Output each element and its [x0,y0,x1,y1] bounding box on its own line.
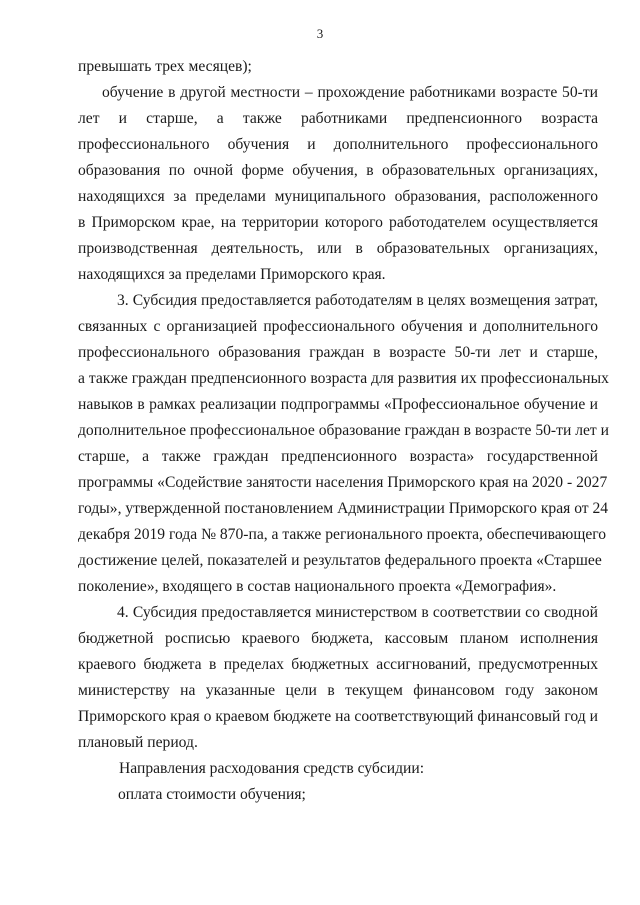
text-line: годы», утвержденной постановлением Администрации Приморского края от 24 [78,500,609,517]
text-line: краевого бюджета в пределах бюджетных ассигнований, предусмотренных [78,656,598,673]
text-line: программы «Содействие занятости населения Приморского края на 2020 - 2027 [78,474,608,491]
text-line: а также граждан предпенсионного возраста для развития их профессиональных [78,370,609,387]
text-line: Направления расходования средств субсидии: [119,760,425,777]
text-line: связанных с организацией профессионального обучения и дополнительного [78,318,598,335]
text-line: превышать трех месяцев); [78,58,252,75]
text-line: министерству на указанные цели в текущем финансовом году законом [78,682,598,699]
text-line: находящихся за пределами муниципального образования, расположенного [78,188,598,205]
text-line: находящихся за пределами Приморского края. [78,266,386,283]
text-line: профессионального обучения и дополнительного профессионального [78,136,598,153]
text-line: 3. Субсидия предоставляется работодателям в целях возмещения затрат, [117,292,598,309]
text-line: навыков в рамках реализации подпрограммы «Профессиональное обучение и [78,396,598,413]
text-line: плановый период. [78,734,198,751]
text-line: оплата стоимости обучения; [118,786,306,803]
text-line: в Приморском крае, на территории которого работодателем осуществляется [78,214,598,231]
text-line: Приморского края о краевом бюджете на соответствующий финансовый год и [78,708,598,725]
text-line: поколение», входящего в состав национального проекта «Демография». [78,578,557,595]
text-line: производственная деятельность, или в образовательных организациях, [78,240,598,257]
document-body [78,54,609,808]
text-line: дополнительное профессиональное образование граждан в возрасте 50-ти лет и [78,422,609,439]
text-line: декабря 2019 года № 870-па, а также регионального проекта, обеспечивающего [78,526,607,543]
text-line: достижение целей, показателей и результатов федерального проекта «Старшее [78,552,602,569]
text-line: обучение в другой местности – прохождение работниками возрасте 50-ти [102,84,598,101]
text-line: профессионального образования граждан в возрасте 50-ти лет и старше, [78,344,598,361]
text-line: образования по очной форме обучения, в образовательных организациях, [78,162,598,179]
text-line: лет и старше, а также работниками предпенсионного возраста [78,110,598,127]
text-line: старше, а также граждан предпенсионного возраста» государственной [78,448,598,465]
text-line: 4. Субсидия предоставляется министерством в соответствии со сводной [117,604,598,621]
page-number: 3 [316,26,324,41]
text-line: бюджетной росписью краевого бюджета, кассовым планом исполнения [78,630,598,647]
